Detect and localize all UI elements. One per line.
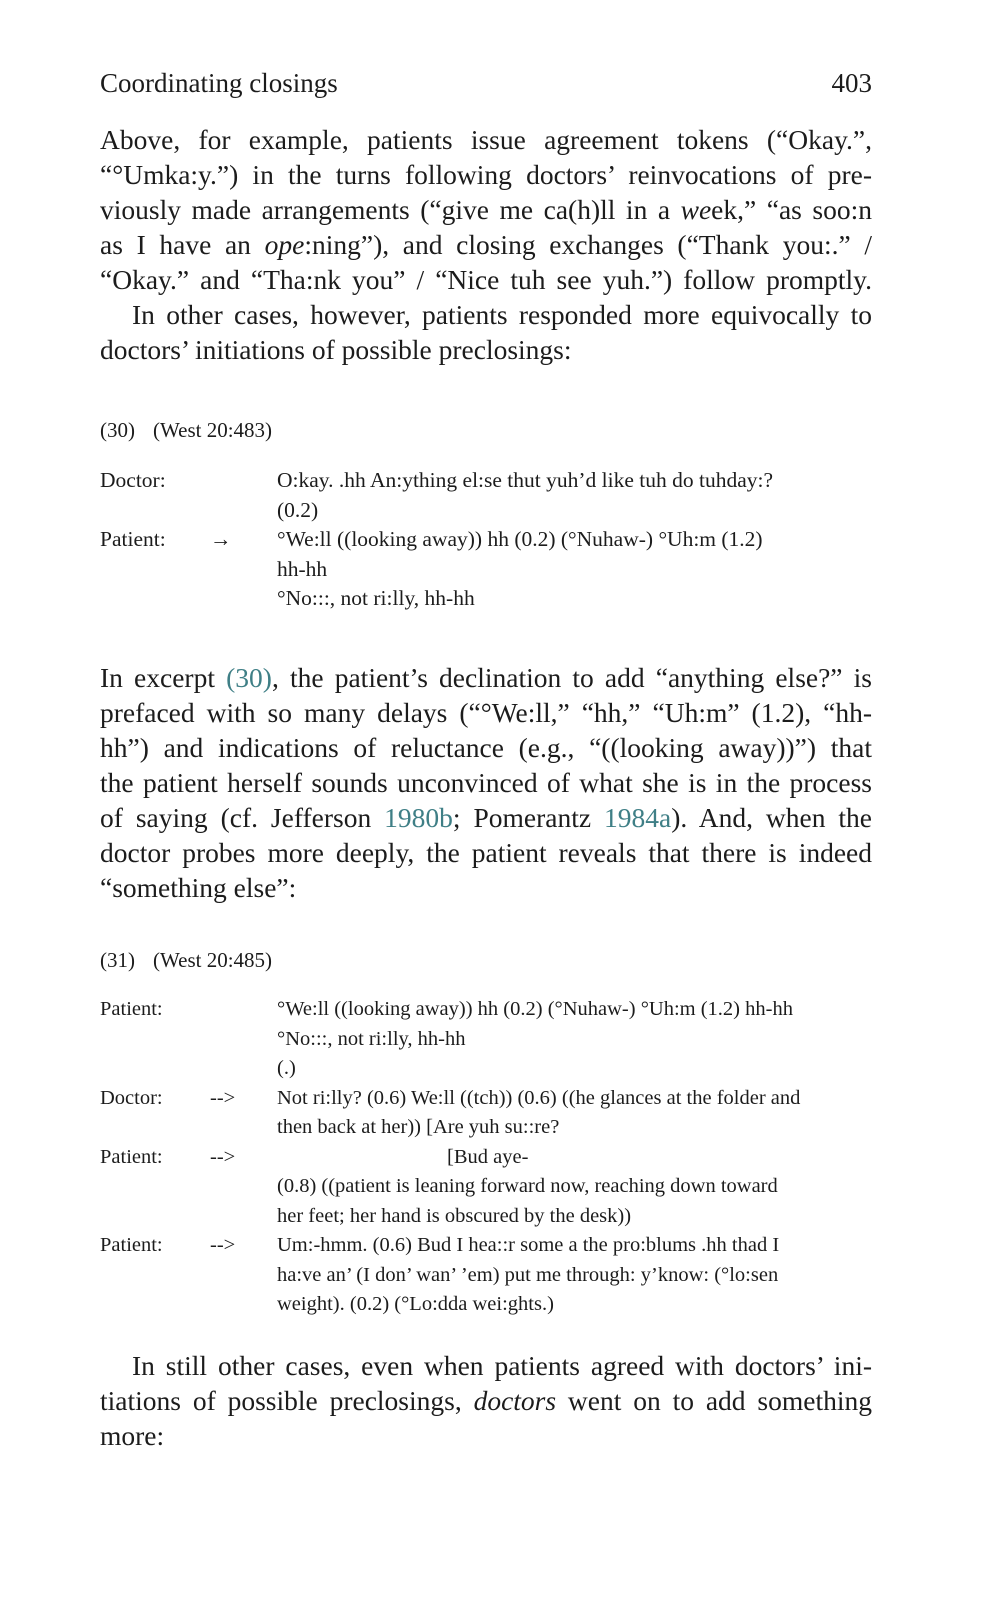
speaker-label: Patient: bbox=[100, 998, 163, 1020]
speaker-label: Doctor: bbox=[100, 1086, 163, 1109]
page-number: 403 bbox=[831, 68, 872, 98]
utterance-line: ha:ve an’ (I don’ wan’ ’em) put me through: y’know: (°lo:sen bbox=[277, 1263, 779, 1286]
example-31-label bbox=[100, 946, 290, 974]
paragraph-3 bbox=[100, 1348, 872, 1453]
example-source: (West 20:483) bbox=[153, 418, 273, 442]
transcript-row bbox=[100, 466, 890, 525]
example-number: (31) bbox=[100, 948, 135, 972]
transcript-row bbox=[100, 1084, 890, 1143]
text-line: In other cases, however, patients responded more equivocally to bbox=[132, 299, 872, 330]
transcript-31 bbox=[100, 995, 890, 1320]
utterance-line: °No:::, not ri:lly, hh-hh bbox=[277, 1027, 466, 1050]
text-line: “°Umka:y.”) in the turns following doctors’ reinvocations of pre- bbox=[100, 159, 872, 190]
text-line: hh”) and indications of reluctance (e.g., “((looking away))”) that bbox=[100, 732, 872, 763]
text-line: as I have an ope:ning”), and closing exchanges (“Thank you:.” / bbox=[100, 229, 872, 260]
paragraph-2 bbox=[100, 660, 872, 905]
text-line: In still other cases, even when patients agreed with doctors’ ini- bbox=[132, 1350, 872, 1381]
utterance-line: Um:-hmm. (0.6) Bud I hea::r some a the pro:blums .hh thad I bbox=[277, 1234, 780, 1256]
text-line: tiations of possible preclosings, doctors went on to add something bbox=[100, 1385, 872, 1416]
example-source: (West 20:485) bbox=[153, 948, 273, 972]
transcript-row bbox=[100, 525, 890, 614]
text-line: the patient herself sounds unconvinced of what she is in the process bbox=[100, 767, 872, 798]
paragraph-1 bbox=[100, 122, 872, 367]
running-head-title: Coordinating closings bbox=[100, 68, 338, 98]
utterance-line-overlap: [Bud aye- bbox=[447, 1145, 529, 1168]
utterance-line: O:kay. .hh An:ything el:se thut yuh’d like tuh do tuhday:? bbox=[277, 468, 774, 492]
text-line: more: bbox=[100, 1420, 165, 1451]
transcript-row bbox=[100, 1231, 890, 1320]
text-line: doctors’ initiations of possible preclosings: bbox=[100, 334, 572, 365]
citation-link-pomerantz[interactable]: 1984a bbox=[604, 802, 672, 833]
text-line: of saying (cf. Jefferson 1980b; Pomerantz 1984a). And, when the bbox=[100, 802, 872, 833]
text-line: prefaced with so many delays (“°We:ll,” “hh,” “Uh:m” (1.2), “hh- bbox=[100, 697, 872, 728]
text-line: Above, for example, patients issue agreement tokens (“Okay.”, bbox=[100, 124, 872, 155]
transcript-row bbox=[100, 995, 890, 1084]
utterance-line: hh-hh bbox=[277, 556, 328, 581]
speaker-label: Patient: bbox=[100, 527, 166, 551]
speaker-label: Patient: bbox=[100, 1145, 163, 1168]
arrow-marker: --> bbox=[210, 1145, 236, 1168]
text-line: “Okay.” and “Tha:nk you” / “Nice tuh see yuh.”) follow promptly. bbox=[100, 264, 872, 295]
utterance-line: Not ri:lly? (0.6) We:ll ((tch)) (0.6) ((he glances at the folder and bbox=[277, 1086, 801, 1109]
utterance-line: (0.8) ((patient is leaning forward now, reaching down toward bbox=[277, 1175, 778, 1197]
utterance-line: (.) bbox=[277, 1057, 296, 1079]
text-line: “something else”: bbox=[100, 872, 297, 903]
text-line: doctor probes more deeply, the patient reveals that there is indeed bbox=[100, 837, 872, 868]
utterance-line: °No:::, not ri:lly, hh-hh bbox=[277, 586, 475, 610]
example-30-label bbox=[100, 416, 290, 444]
utterance-line: weight). (0.2) (°Lo:dda wei:ghts.) bbox=[277, 1293, 554, 1315]
arrow-marker: → bbox=[210, 527, 232, 551]
citation-link-jefferson[interactable]: 1980b bbox=[384, 802, 453, 833]
text-line: viously made arrangements (“give me ca(h)ll in a week,” “as soo:n bbox=[100, 194, 872, 225]
example-link[interactable]: (30) bbox=[226, 662, 272, 693]
speaker-label: Doctor: bbox=[100, 468, 166, 492]
utterance-line: her feet; her hand is obscured by the desk)) bbox=[277, 1204, 632, 1227]
utterance-line: °We:ll ((looking away)) hh (0.2) (°Nuhaw-) °Uh:m (1.2) hh-hh bbox=[277, 998, 793, 1020]
example-number: (30) bbox=[100, 418, 135, 442]
arrow-marker: --> bbox=[210, 1234, 236, 1256]
emphasis-doctors: doctors bbox=[473, 1385, 557, 1416]
transcript-row bbox=[100, 1143, 890, 1232]
speaker-label: Patient: bbox=[100, 1234, 163, 1256]
arrow-marker: --> bbox=[210, 1086, 236, 1109]
utterance-line: (0.2) bbox=[277, 497, 319, 522]
text-line: In excerpt (30), the patient’s declination to add “anything else?” is bbox=[100, 662, 872, 693]
transcript-30 bbox=[100, 466, 890, 614]
utterance-line: then back at her)) [Are yuh su::re? bbox=[277, 1116, 560, 1138]
utterance-line: °We:ll ((looking away)) hh (0.2) (°Nuhaw-) °Uh:m (1.2) bbox=[277, 527, 763, 551]
